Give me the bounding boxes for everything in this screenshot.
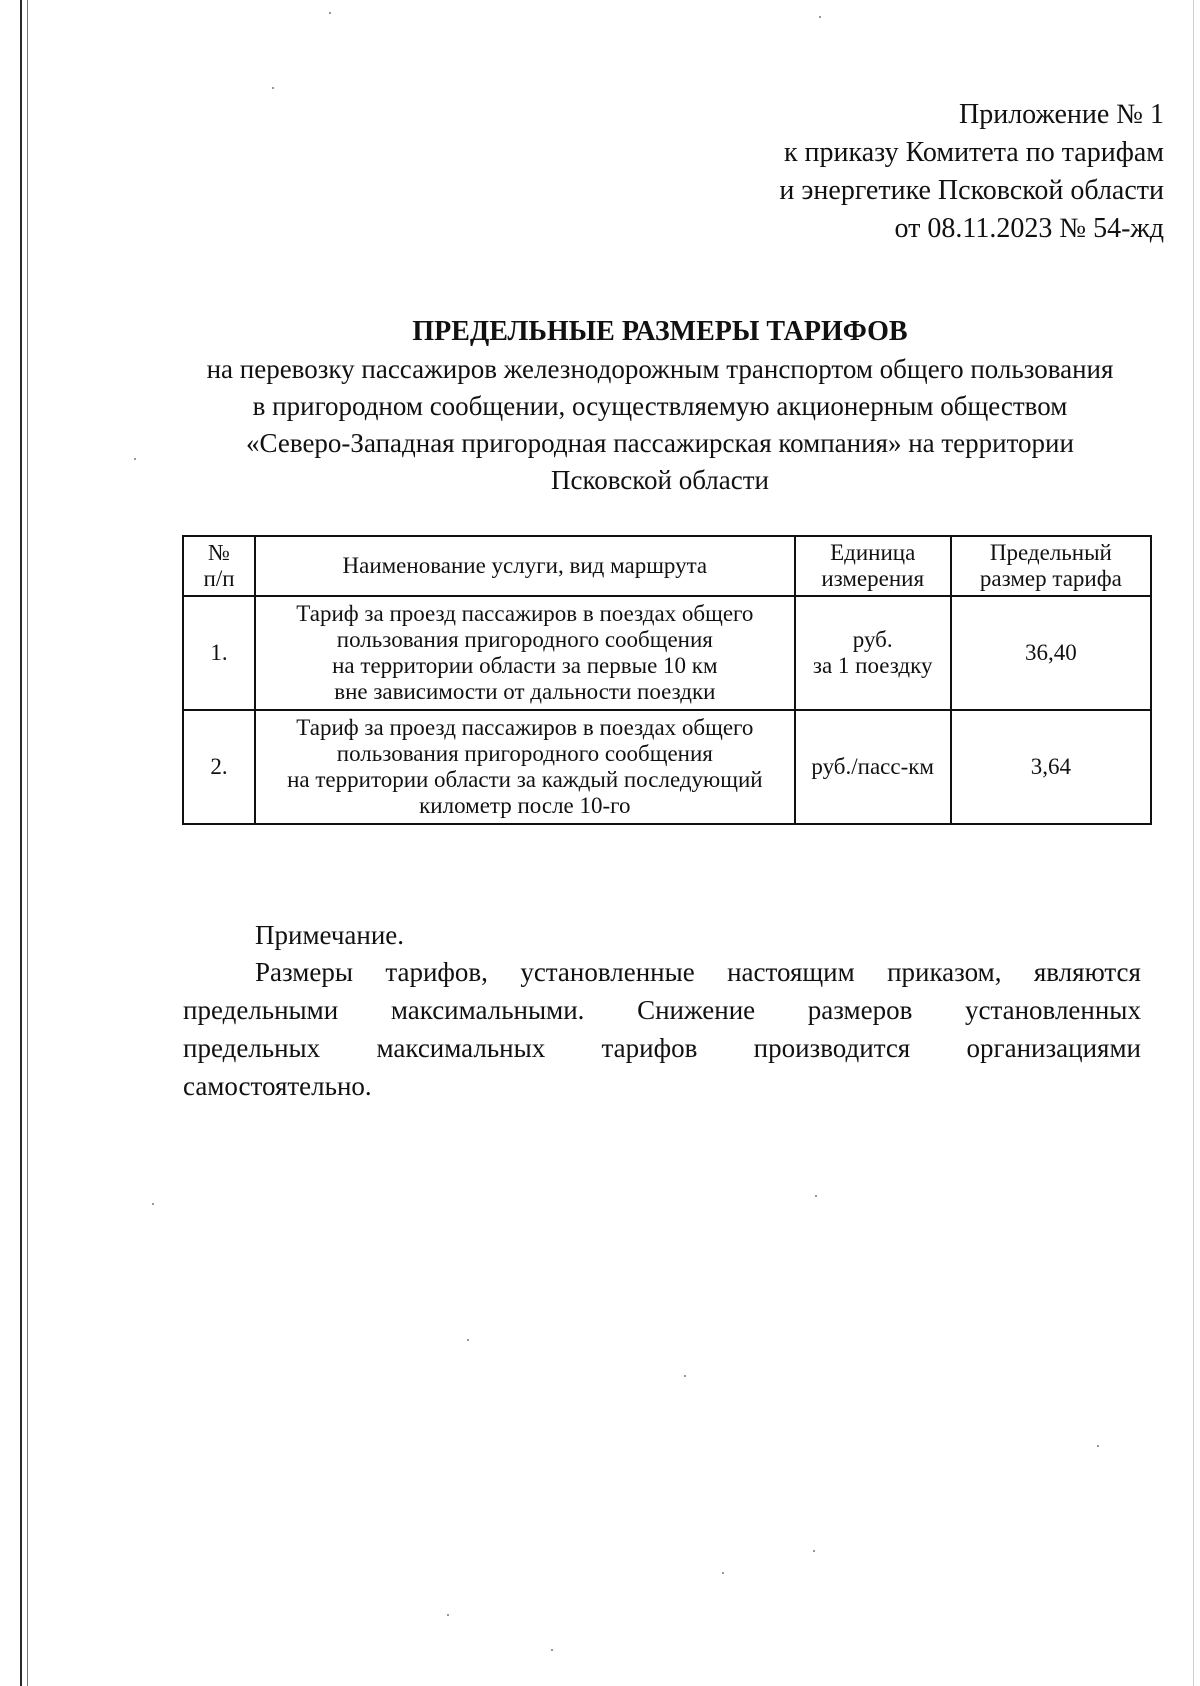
note-last-line: самостоятельно. (183, 1071, 372, 1101)
note-word: являются (1033, 957, 1141, 987)
row-service-name (255, 596, 795, 710)
scan-speck (819, 16, 821, 18)
subtitle-line: Псковской области (550, 465, 769, 495)
appendix-block (779, 96, 1164, 248)
unit-line: руб./пасс-км (811, 754, 934, 779)
service-name-line: пользования пригородного сообщения (336, 741, 713, 766)
scan-speck (813, 1550, 815, 1552)
service-name-line: Тариф за проезд пассажиров в поездах общего (296, 715, 754, 740)
scan-speck (815, 1195, 817, 1197)
scan-page-edge-left (20, 0, 22, 1686)
note-word: предельных (183, 1033, 321, 1063)
header-value-line: размер тарифа (979, 566, 1122, 591)
row-number: 2. (183, 710, 255, 824)
header-unit-line: Единица (830, 540, 916, 565)
table-row (183, 710, 1151, 824)
unit-line: руб. (852, 627, 893, 652)
note-line (183, 991, 1141, 1029)
scan-speck (551, 1649, 553, 1651)
subtitle-line: в пригородном сообщении, осуществляемую акционерным обществом (252, 391, 1068, 421)
appendix-order-ref: к приказу Комитета по тарифам (783, 137, 1164, 168)
row-unit (795, 710, 951, 824)
service-name-line: вне зависимости от дальности поездки (334, 679, 716, 704)
note-word: максимальных (376, 1033, 546, 1063)
document-title: ПРЕДЕЛЬНЫЕ РАЗМЕРЫ ТАРИФОВ (412, 316, 908, 347)
row-unit (795, 596, 951, 710)
subtitle-line: на перевозку пассажиров железнодорожным транспортом общего пользования (206, 354, 1114, 384)
header-unit-line: измерения (821, 566, 925, 591)
unit-line: за 1 поездку (812, 653, 933, 678)
subtitle-line: «Северо-Западная пригородная пассажирская компания» на территории (246, 428, 1074, 458)
scan-speck (447, 1614, 449, 1616)
service-name-line: на территории области за первые 10 км (332, 653, 718, 678)
scan-speck (467, 1339, 469, 1341)
row-tariff-value: 36,40 (951, 596, 1151, 710)
note-word: установленные (520, 957, 695, 987)
note-line (183, 1029, 1141, 1067)
service-name-line: километр после 10-го (419, 793, 631, 818)
scan-page-edge-right (1193, 0, 1194, 1686)
header-value-line: Предельный (989, 540, 1112, 565)
note-word: Снижение (637, 995, 756, 1025)
appendix-number: Приложение № 1 (959, 99, 1164, 130)
note-word: производится (753, 1033, 911, 1063)
table-row (183, 596, 1151, 710)
note-heading: Примечание. (255, 920, 405, 950)
scan-speck (1097, 1445, 1099, 1447)
service-name-line: пользования пригородного сообщения (336, 627, 713, 652)
scan-speck (152, 1203, 154, 1205)
row-tariff-value: 3,64 (951, 710, 1151, 824)
header-unit (795, 536, 951, 596)
header-tariff-value (951, 536, 1151, 596)
note-word: настоящим (727, 957, 855, 987)
scan-speck (329, 12, 331, 14)
note-word: установленных (965, 995, 1141, 1025)
appendix-date-number: от 08.11.2023 № 54-жд (894, 213, 1164, 244)
scan-speck (272, 87, 274, 89)
note-word: предельными (183, 995, 339, 1025)
note-line (183, 953, 1141, 991)
scan-speck (134, 458, 136, 460)
note-word: максимальными. (390, 995, 585, 1025)
row-number: 1. (183, 596, 255, 710)
note-body (183, 953, 1141, 1105)
table-header-row (183, 536, 1151, 596)
row-service-name (255, 710, 795, 824)
appendix-committee: и энергетике Псковской области (779, 175, 1164, 206)
header-number-line: № (208, 540, 230, 565)
document-subtitle (140, 351, 1180, 499)
note-word: тарифов, (385, 957, 488, 987)
service-name-line: на территории области за каждый последующий (287, 767, 763, 792)
note-word: приказом, (887, 957, 1002, 987)
header-number (183, 536, 255, 596)
service-name-line: Тариф за проезд пассажиров в поездах общего (296, 601, 754, 626)
note-word: Размеры (255, 957, 353, 987)
tariff-table (182, 535, 1152, 825)
scan-speck (684, 1375, 686, 1377)
header-number-line: п/п (203, 566, 235, 591)
note-word: тарифов (601, 1033, 698, 1063)
header-service-name: Наименование услуги, вид маршрута (255, 536, 795, 596)
note-word: организациями (966, 1033, 1141, 1063)
note-word: размеров (807, 995, 913, 1025)
scan-speck (722, 1572, 724, 1574)
scan-page-edge-left-inner (27, 0, 28, 1686)
